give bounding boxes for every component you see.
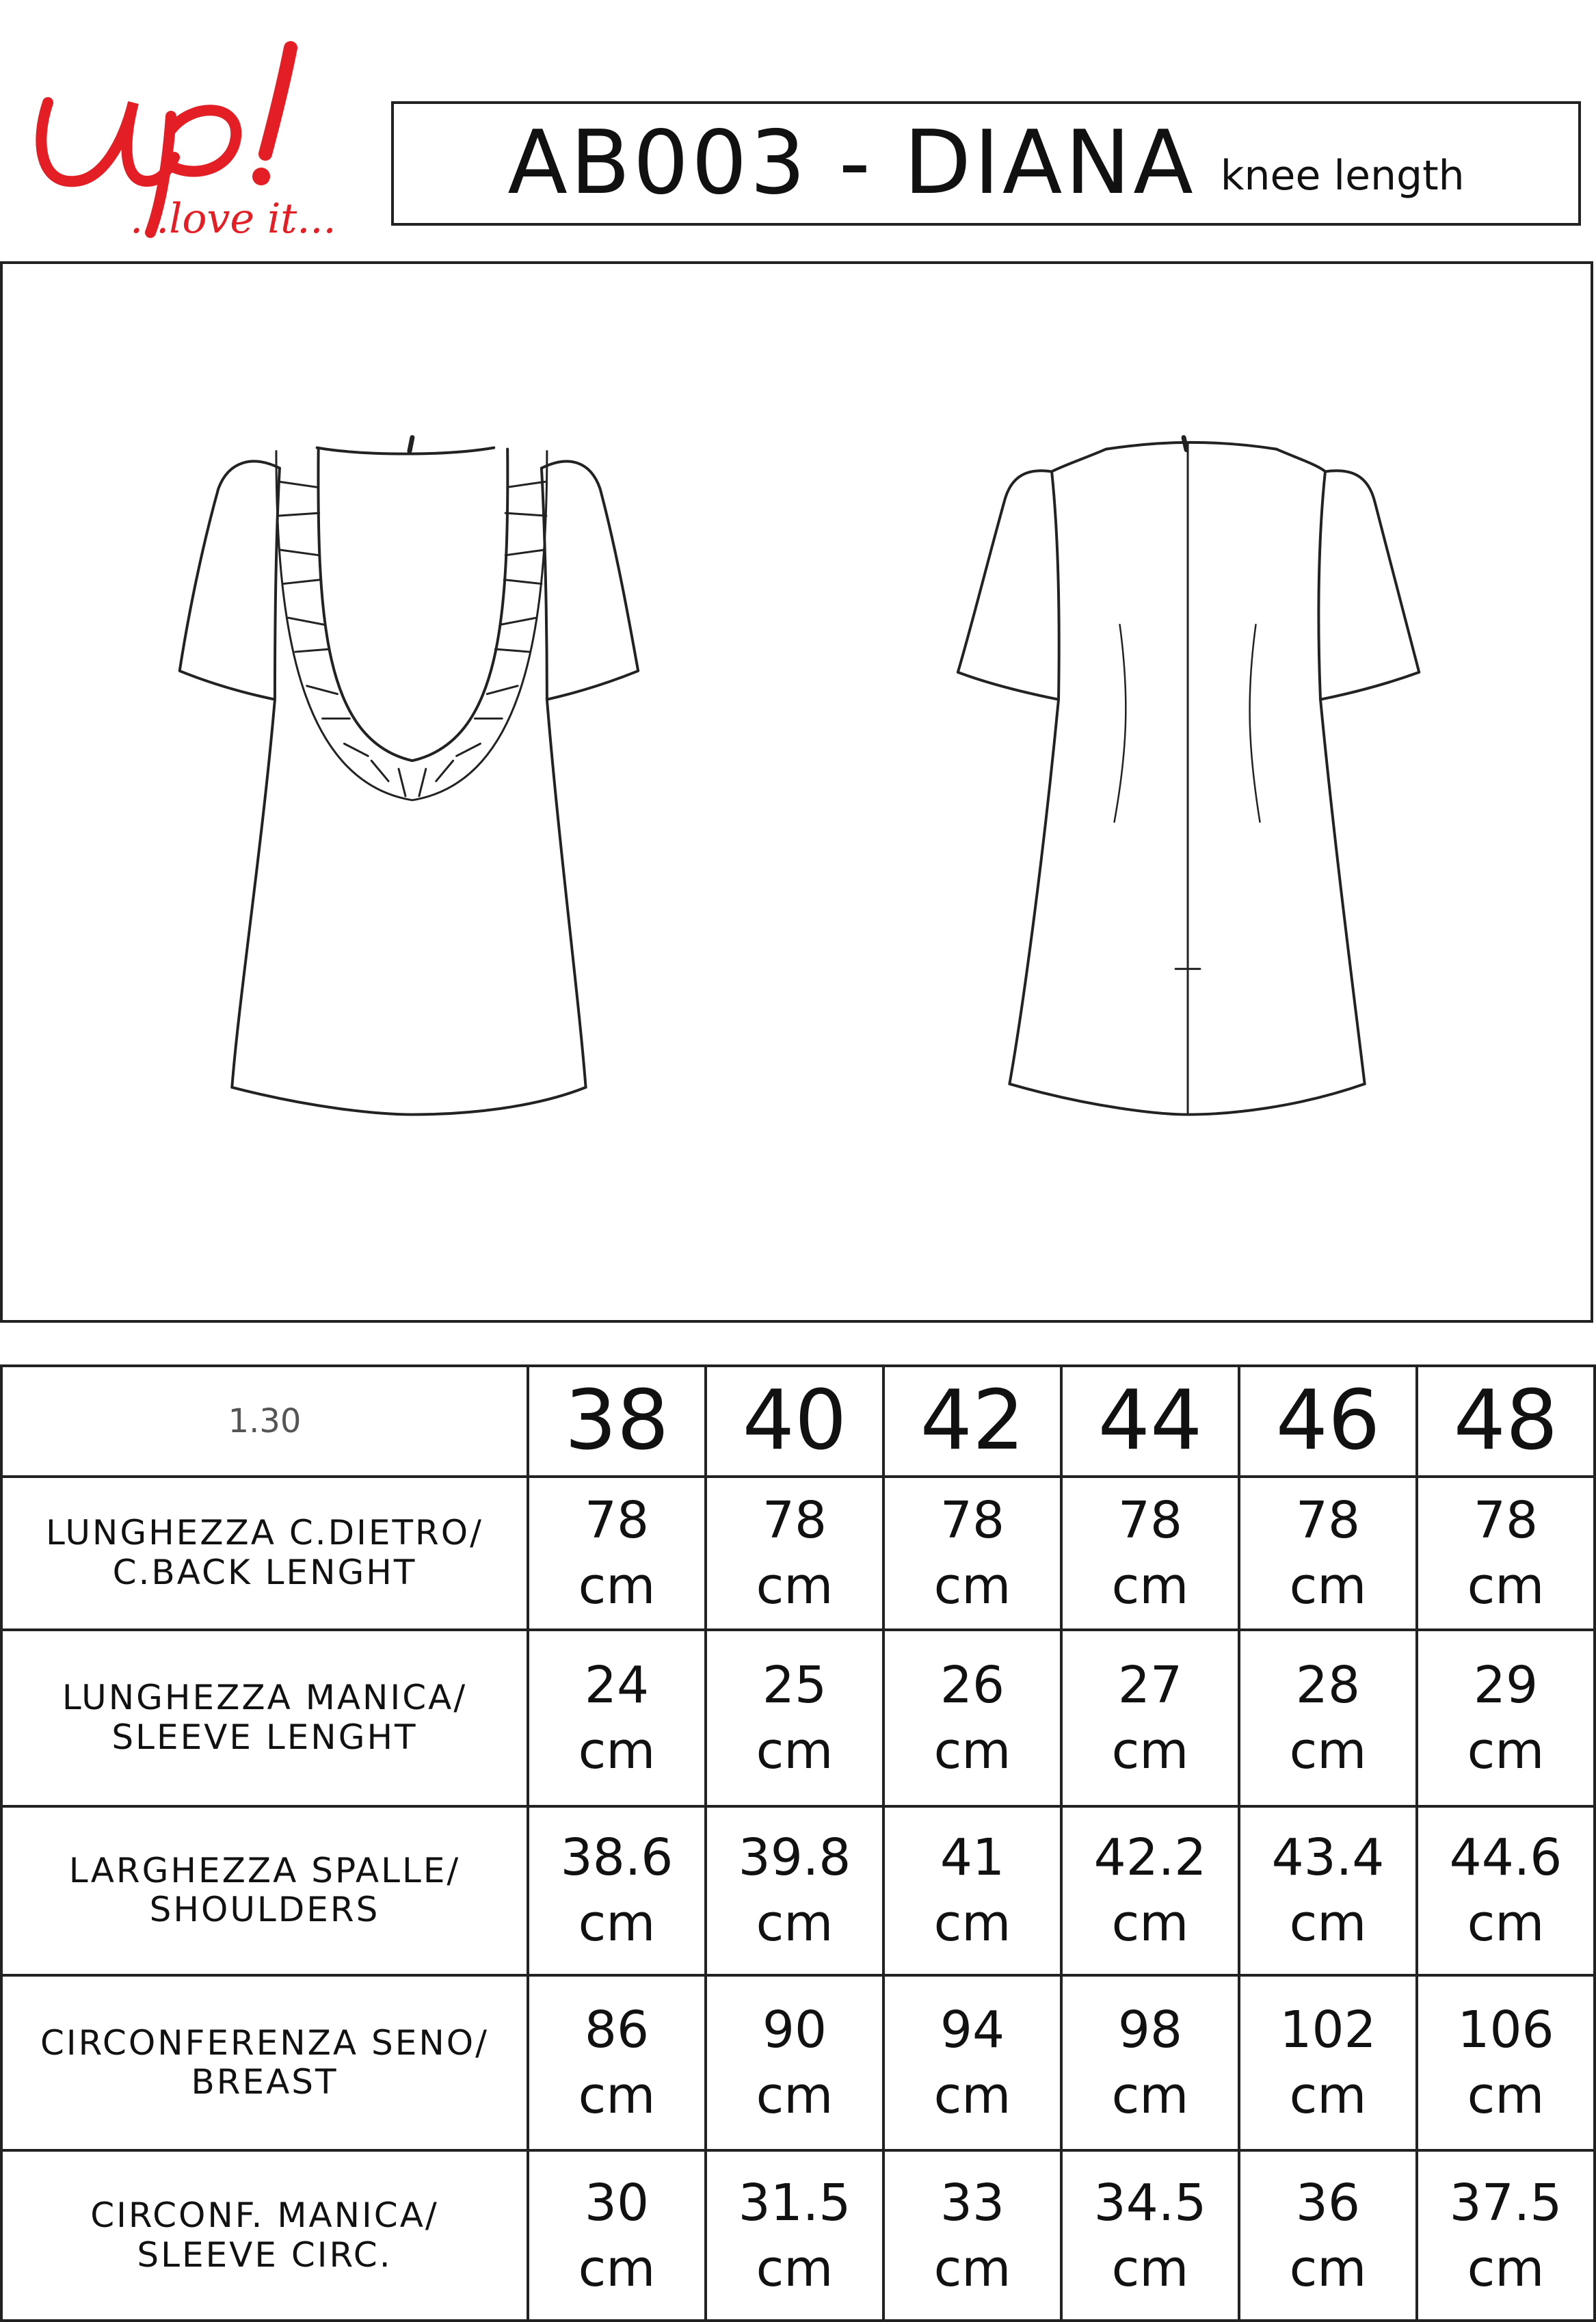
measurement-unit: cm — [1289, 2239, 1367, 2298]
measurement-value-cell — [1417, 1477, 1595, 1629]
measurement-value: 24 — [584, 1655, 650, 1715]
measurement-value-cell — [706, 1806, 883, 1975]
measurement-unit: cm — [756, 1721, 834, 1780]
measurement-value: 78 — [762, 1490, 827, 1550]
measurement-label — [1, 1806, 528, 1975]
measurement-value: 78 — [1473, 1490, 1539, 1550]
measurement-unit: cm — [1467, 1721, 1545, 1780]
measurement-value-cell — [1417, 1975, 1595, 2151]
measurement-label-line: LUNGHEZZA MANICA/ — [62, 1678, 468, 1718]
measurement-value-cell — [1417, 1630, 1595, 1807]
measurement-value: 29 — [1473, 1655, 1539, 1715]
measurement-value-cell — [883, 1630, 1061, 1807]
measurement-value: 78 — [1295, 1490, 1361, 1550]
measurement-unit: cm — [756, 2239, 834, 2298]
size-header: 42 — [883, 1366, 1061, 1477]
measurement-value: 26 — [940, 1655, 1005, 1715]
measurement-unit: cm — [1289, 2066, 1367, 2126]
measurement-value-cell — [706, 2150, 883, 2321]
up-love-it-logo — [21, 27, 335, 239]
measurement-label-line: C.BACK LENGHT — [112, 1552, 417, 1592]
measurement-unit: cm — [1111, 2066, 1189, 2126]
measurement-label-line: SLEEVE LENGHT — [111, 1717, 418, 1757]
measurement-label-line: BREAST — [191, 2062, 338, 2102]
measurement-value-cell — [1239, 1975, 1417, 2151]
size-chart-table — [0, 1364, 1596, 2322]
size-header: 46 — [1239, 1366, 1417, 1477]
measurement-value-cell — [1239, 1630, 1417, 1807]
measurement-row — [1, 1477, 1595, 1629]
measurement-value-cell — [528, 1477, 706, 1629]
size-header: 44 — [1061, 1366, 1239, 1477]
measurement-value: 33 — [940, 2173, 1005, 2232]
measurement-unit: cm — [578, 2239, 656, 2298]
measurement-unit: cm — [1467, 1894, 1545, 1953]
measurement-value-cell — [1061, 2150, 1239, 2321]
measurement-value-cell — [1061, 1975, 1239, 2151]
measurement-value: 90 — [762, 2000, 827, 2059]
measurement-label-line: SLEEVE CIRC. — [137, 2234, 393, 2275]
measurement-label-line: SHOULDERS — [149, 1890, 380, 1930]
measurement-unit: cm — [756, 2066, 834, 2126]
title-box — [391, 101, 1581, 226]
measurement-value-cell — [1061, 1806, 1239, 1975]
measurement-label — [1, 2150, 528, 2321]
measurement-unit: cm — [578, 1721, 656, 1780]
technical-drawing-panel — [0, 261, 1593, 1323]
measurement-value: 39.8 — [738, 1828, 851, 1888]
measurement-value-cell — [1061, 1630, 1239, 1807]
measurement-value: 34.5 — [1093, 2173, 1207, 2232]
measurement-unit: cm — [578, 1556, 656, 1615]
measurement-unit: cm — [1289, 1556, 1367, 1615]
measurement-unit: cm — [1467, 2066, 1545, 2126]
corner-label: 1.30 — [1, 1366, 528, 1477]
measurement-unit: cm — [1467, 2239, 1545, 2298]
measurement-unit: cm — [933, 1894, 1011, 1953]
measurement-row — [1, 2150, 1595, 2321]
measurement-value: 86 — [584, 2000, 650, 2059]
measurement-unit: cm — [1111, 2239, 1189, 2298]
measurement-value-cell — [1417, 2150, 1595, 2321]
measurement-value: 41 — [940, 1828, 1005, 1888]
measurement-unit: cm — [933, 1556, 1011, 1615]
measurement-value: 43.4 — [1271, 1828, 1385, 1888]
measurement-value: 44.6 — [1449, 1828, 1562, 1888]
measurement-label-line: CIRCONFERENZA SENO/ — [40, 2022, 489, 2063]
measurement-unit: cm — [1111, 1556, 1189, 1615]
measurement-value: 102 — [1279, 2000, 1376, 2059]
measurement-unit: cm — [1289, 1894, 1367, 1953]
size-header: 48 — [1417, 1366, 1595, 1477]
measurement-value: 38.6 — [560, 1828, 674, 1888]
measurement-value-cell — [528, 1806, 706, 1975]
measurement-value-cell — [528, 1975, 706, 2151]
measurement-value: 106 — [1457, 2000, 1554, 2059]
dress-back-drawing — [958, 438, 1420, 1115]
measurement-value-cell — [706, 1975, 883, 2151]
product-subtitle: knee length — [1220, 152, 1465, 200]
measurement-value: 78 — [584, 1490, 650, 1550]
measurement-value-cell — [1239, 1806, 1417, 1975]
measurement-label — [1, 1630, 528, 1807]
measurement-label-line: CIRCONF. MANICA/ — [90, 2195, 439, 2236]
measurement-unit: cm — [1111, 1721, 1189, 1780]
measurement-row — [1, 1630, 1595, 1807]
product-code: AB003 - DIANA — [507, 112, 1196, 214]
measurement-value: 25 — [762, 1655, 827, 1715]
measurement-value-cell — [883, 1477, 1061, 1629]
measurement-row — [1, 1806, 1595, 1975]
measurement-unit: cm — [578, 2066, 656, 2126]
size-header: 38 — [528, 1366, 706, 1477]
measurement-value-cell — [883, 2150, 1061, 2321]
measurement-value-cell — [528, 1630, 706, 1807]
measurement-value-cell — [706, 1477, 883, 1629]
garment-drawings — [3, 264, 1591, 1320]
dress-front-drawing — [180, 438, 639, 1115]
measurement-value: 28 — [1295, 1655, 1361, 1715]
measurement-value: 30 — [584, 2173, 650, 2232]
measurement-label-line: LUNGHEZZA C.DIETRO/ — [45, 1513, 484, 1553]
brand-logo — [21, 27, 335, 239]
measurement-label — [1, 1477, 528, 1629]
measurement-label-line: LARGHEZZA SPALLE/ — [68, 1850, 461, 1890]
measurement-value: 78 — [1117, 1490, 1183, 1550]
measurement-unit: cm — [756, 1894, 834, 1953]
measurement-row — [1, 1975, 1595, 2151]
measurement-unit: cm — [933, 2066, 1011, 2126]
logo-tagline: ...love it... — [130, 195, 335, 239]
measurement-value-cell — [883, 1806, 1061, 1975]
measurement-unit: cm — [756, 1556, 834, 1615]
size-header: 40 — [706, 1366, 883, 1477]
measurement-value: 27 — [1117, 1655, 1183, 1715]
measurement-unit: cm — [578, 1894, 656, 1953]
measurement-value: 36 — [1295, 2173, 1361, 2232]
measurement-value: 98 — [1117, 2000, 1183, 2059]
size-header-row — [1, 1366, 1595, 1477]
measurement-value: 94 — [940, 2000, 1005, 2059]
measurement-value-cell — [1239, 2150, 1417, 2321]
measurement-value: 42.2 — [1093, 1828, 1207, 1888]
measurement-value: 37.5 — [1449, 2173, 1562, 2232]
measurement-value-cell — [1061, 1477, 1239, 1629]
measurement-unit: cm — [1111, 1894, 1189, 1953]
measurement-unit: cm — [1467, 1556, 1545, 1615]
measurement-label — [1, 1975, 528, 2151]
measurement-value: 78 — [940, 1490, 1005, 1550]
measurement-unit: cm — [933, 2239, 1011, 2298]
measurement-value-cell — [1417, 1806, 1595, 1975]
measurement-value-cell — [883, 1975, 1061, 2151]
measurement-value: 31.5 — [738, 2173, 851, 2232]
measurement-unit: cm — [933, 1721, 1011, 1780]
measurement-unit: cm — [1289, 1721, 1367, 1780]
measurement-value-cell — [1239, 1477, 1417, 1629]
measurement-value-cell — [706, 1630, 883, 1807]
measurement-value-cell — [528, 2150, 706, 2321]
